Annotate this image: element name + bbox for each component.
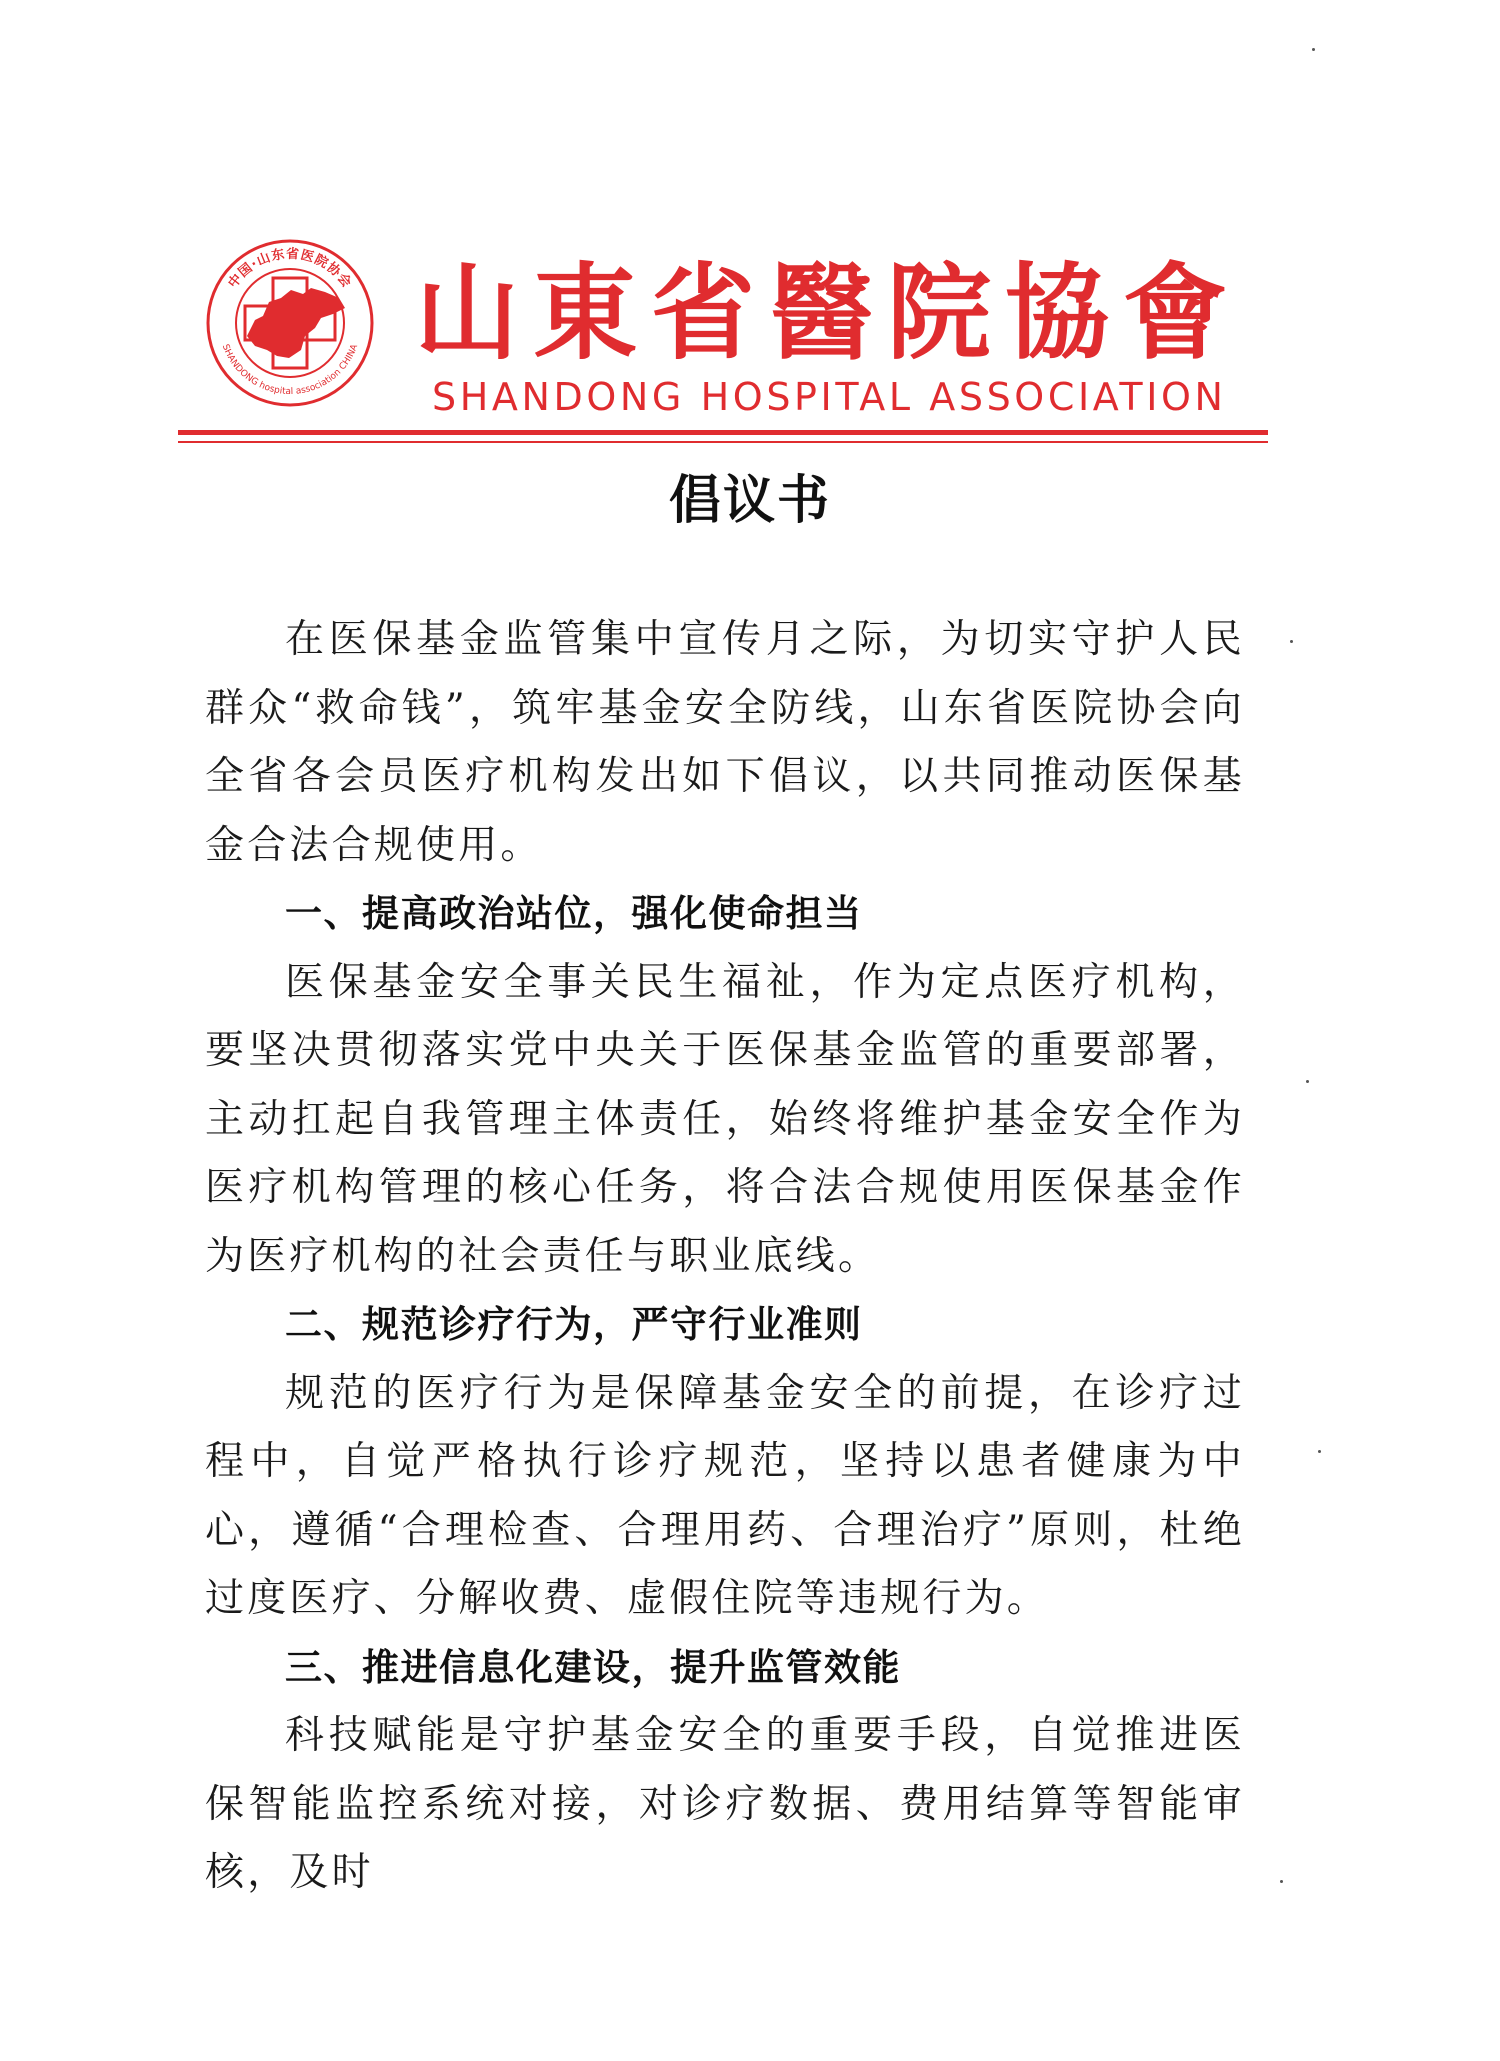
scan-speck [1280,1880,1283,1883]
section-3-heading: 三、推进信息化建设，提升监管效能 [285,1645,901,1689]
section-1-heading: 一、提高政治站位，强化使命担当 [285,892,863,935]
scan-speck [1306,1080,1309,1083]
section-3-paragraph: 科技赋能是守护基金安全的重要手段，自觉推进医保智能监控系统对接，对诊疗数据、费用结算等智能审核，及时 [205,1713,1245,1895]
association-logo [205,238,375,408]
letterhead-divider-thick [178,430,1268,435]
scan-speck [1290,640,1293,643]
logo-ring-text-en: SHANDONG hospital association CHINA [219,343,361,398]
scan-speck [1312,48,1315,51]
association-name-en: SHANDONG HOSPITAL ASSOCIATION [432,375,1227,419]
intro-paragraph: 在医保基金监管集中宣传月之际，为切实守护人民群众“救命钱”，筑牢基金安全防线，山东省医院协会向全省各会员医疗机构发出如下倡议，以共同推动医保基金合法合规使用。 [205,617,1245,868]
document-body [205,606,1245,1908]
association-name-cn: 山東省醫院協會 [415,251,1242,374]
scan-speck [1318,1450,1321,1453]
logo-ring-text-cn: 中国·山东省医院协会 [225,246,355,292]
document-title: 倡议书 [668,470,831,531]
shandong-province-map-icon [245,278,345,368]
section-2-heading: 二、规范诊疗行为，严守行业准则 [285,1303,863,1346]
letterhead-divider-thin [178,441,1268,443]
section-1-paragraph: 医保基金安全事关民生福祉，作为定点医疗机构，要坚决贯彻落实党中央关于医保基金监管的重要部署，主动扛起自我管理主体责任，始终将维护基金安全作为医疗机构管理的核心任务，将合法合规使用医保基金作为医疗机构的社会责任与职业底线。 [205,959,1245,1279]
section-2-paragraph: 规范的医疗行为是保障基金安全的前提，在诊疗过程中，自觉严格执行诊疗规范，坚持以患者健康为中心，遵循“合理检查、合理用药、合理治疗”原则，杜绝过度医疗、分解收费、虚假住院等违规行为。 [205,1370,1245,1621]
